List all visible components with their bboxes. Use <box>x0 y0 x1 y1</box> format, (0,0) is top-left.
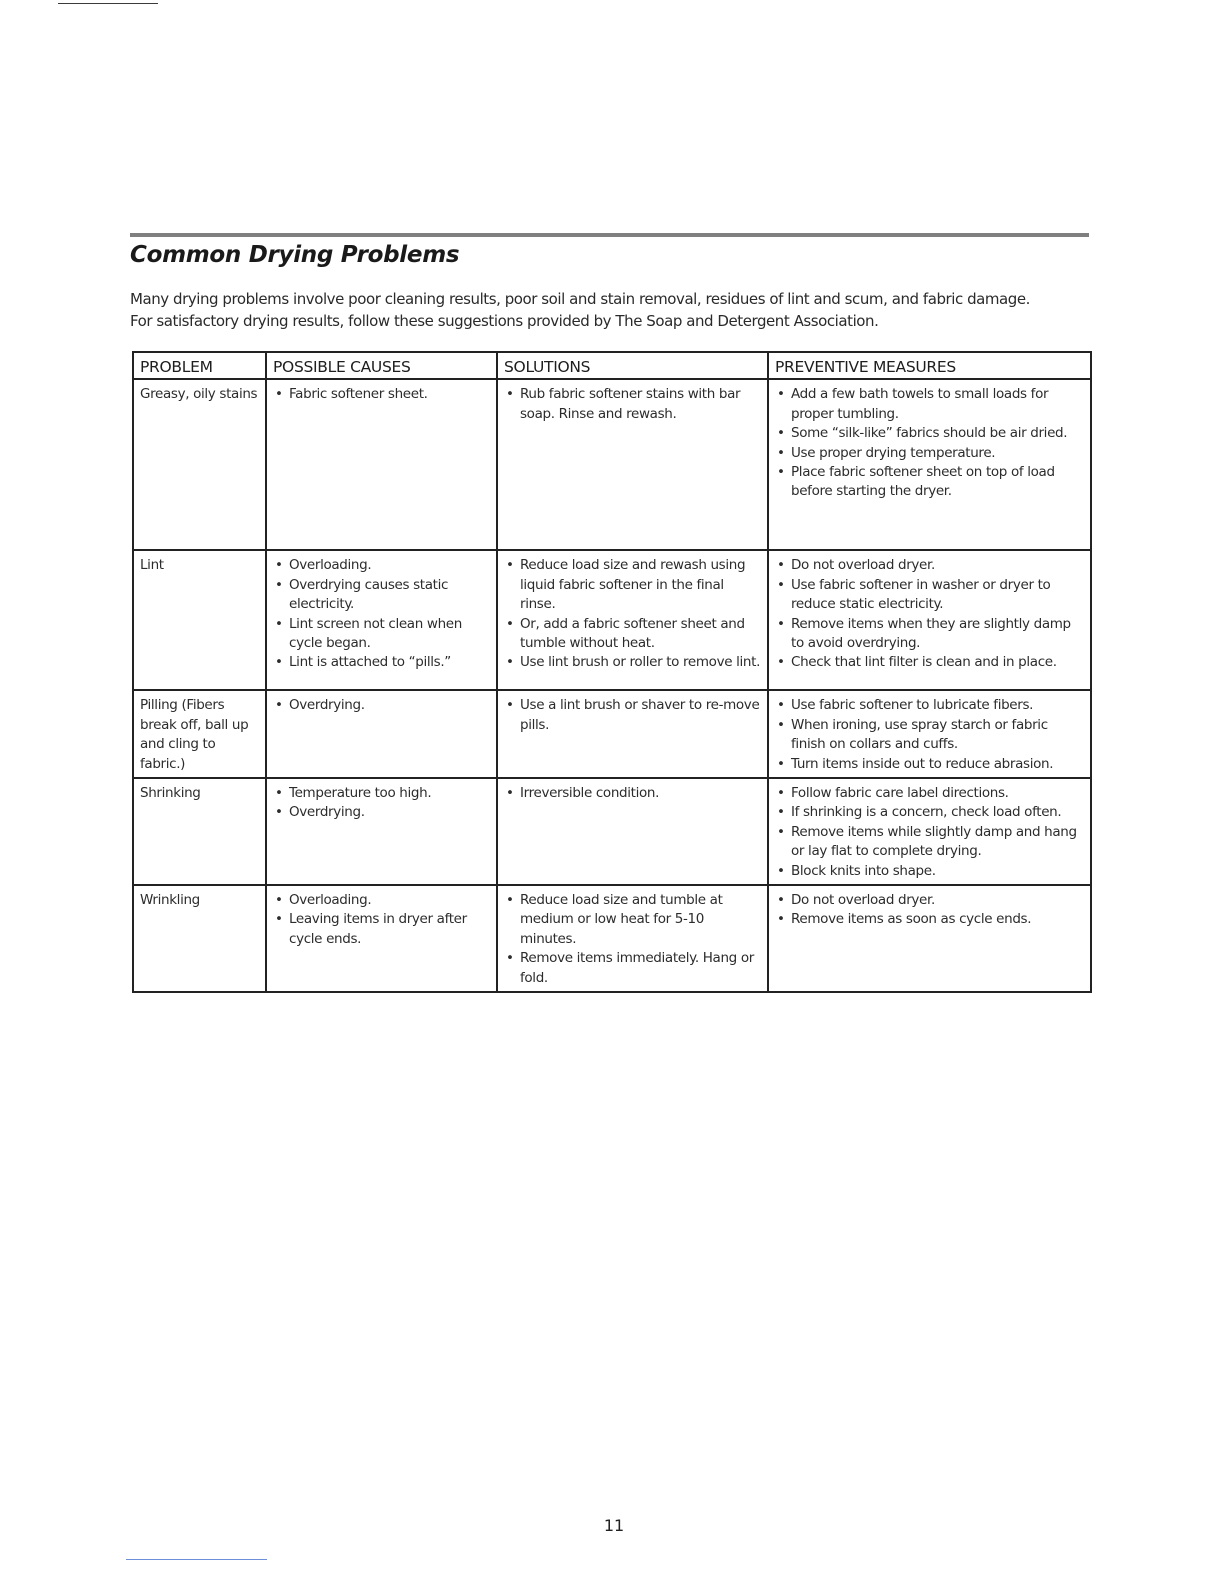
table-row <box>133 690 1091 778</box>
list-item: • Use a lint brush or shaver to re-move pills. <box>504 696 761 735</box>
list-item: • Temperature too high. <box>273 784 490 803</box>
list-item: • Turn items inside out to reduce abrasion. <box>775 755 1084 774</box>
problem-cell: Greasy, oily stains <box>133 379 266 550</box>
intro-paragraph <box>130 288 1095 332</box>
solutions-cell <box>497 885 768 992</box>
causes-cell <box>266 690 497 778</box>
causes-cell <box>266 885 497 992</box>
preventive-cell <box>768 379 1091 550</box>
list-item: • Add a few bath towels to small loads for proper tumbling. <box>775 385 1084 424</box>
header-solutions: SOLUTIONS <box>497 352 768 379</box>
problem-cell: Pilling (Fibers break off, ball up and cling to fabric.) <box>133 690 266 778</box>
list-item: • Remove items as soon as cycle ends. <box>775 910 1084 929</box>
list-item: • Use fabric softener in washer or dryer to reduce static electricity. <box>775 576 1084 615</box>
list-item: • Place fabric softener sheet on top of load before starting the dryer. <box>775 463 1084 502</box>
list-item: • Use proper drying temperature. <box>775 444 1084 463</box>
list-item: • Remove items immediately. Hang or fold. <box>504 949 761 988</box>
solutions-cell <box>497 379 768 550</box>
table-row <box>133 379 1091 550</box>
intro-line: For satisfactory drying results, follow these suggestions provided by The Soap and Detergent Association. <box>130 312 879 330</box>
list-item: • Overdrying. <box>273 803 490 822</box>
solutions-cell <box>497 550 768 690</box>
table-row <box>133 550 1091 690</box>
list-item: • Lint screen not clean when cycle began. <box>273 615 490 654</box>
preventive-cell <box>768 885 1091 992</box>
problem-cell: Wrinkling <box>133 885 266 992</box>
solutions-cell <box>497 778 768 885</box>
drying-problems-table <box>132 351 1092 993</box>
causes-cell <box>266 778 497 885</box>
list-item: • Overdrying causes static electricity. <box>273 576 490 615</box>
list-item: • Overloading. <box>273 556 490 575</box>
table-row <box>133 778 1091 885</box>
solutions-cell <box>497 690 768 778</box>
table-header-row <box>133 352 1091 379</box>
section-divider <box>130 233 1089 237</box>
list-item: • Irreversible condition. <box>504 784 761 803</box>
list-item: • If shrinking is a concern, check load often. <box>775 803 1084 822</box>
scan-edge-mark <box>126 1559 267 1560</box>
list-item: • Block knits into shape. <box>775 862 1084 881</box>
list-item: • Overloading. <box>273 891 490 910</box>
table-row <box>133 885 1091 992</box>
list-item: • Fabric softener sheet. <box>273 385 490 404</box>
causes-cell <box>266 550 497 690</box>
section-title: Common Drying Problems <box>130 242 460 268</box>
page-number: 11 <box>603 1516 625 1535</box>
list-item: • Lint is attached to “pills.” <box>273 653 490 672</box>
list-item: • Reduce load size and tumble at medium or low heat for 5-10 minutes. <box>504 891 761 949</box>
list-item: • Use fabric softener to lubricate fibers. <box>775 696 1084 715</box>
preventive-cell <box>768 690 1091 778</box>
list-item: • Or, add a fabric softener sheet and tumble without heat. <box>504 615 761 654</box>
header-problem: PROBLEM <box>133 352 266 379</box>
list-item: • Follow fabric care label directions. <box>775 784 1084 803</box>
list-item: • Remove items when they are slightly damp to avoid overdrying. <box>775 615 1084 654</box>
list-item: • Use lint brush or roller to remove lint. <box>504 653 761 672</box>
preventive-cell <box>768 778 1091 885</box>
problem-cell: Lint <box>133 550 266 690</box>
list-item: • Rub fabric softener stains with bar soap. Rinse and rewash. <box>504 385 761 424</box>
list-item: • Overdrying. <box>273 696 490 715</box>
causes-cell <box>266 379 497 550</box>
list-item: • Reduce load size and rewash using liquid fabric softener in the final rinse. <box>504 556 761 614</box>
list-item: • Do not overload dryer. <box>775 891 1084 910</box>
header-possible-causes: POSSIBLE CAUSES <box>266 352 497 379</box>
scan-edge-mark <box>58 3 158 4</box>
list-item: • When ironing, use spray starch or fabric finish on collars and cuffs. <box>775 716 1084 755</box>
list-item: • Do not overload dryer. <box>775 556 1084 575</box>
list-item: • Remove items while slightly damp and hang or lay flat to complete drying. <box>775 823 1084 862</box>
header-preventive-measures: PREVENTIVE MEASURES <box>768 352 1091 379</box>
list-item: • Check that lint filter is clean and in place. <box>775 653 1084 672</box>
problem-cell: Shrinking <box>133 778 266 885</box>
preventive-cell <box>768 550 1091 690</box>
list-item: • Some “silk-like” fabrics should be air dried. <box>775 424 1084 443</box>
intro-line: Many drying problems involve poor cleaning results, poor soil and stain removal, residues of lint and scum, and fabric damage. <box>130 290 1030 308</box>
list-item: • Leaving items in dryer after cycle ends. <box>273 910 490 949</box>
